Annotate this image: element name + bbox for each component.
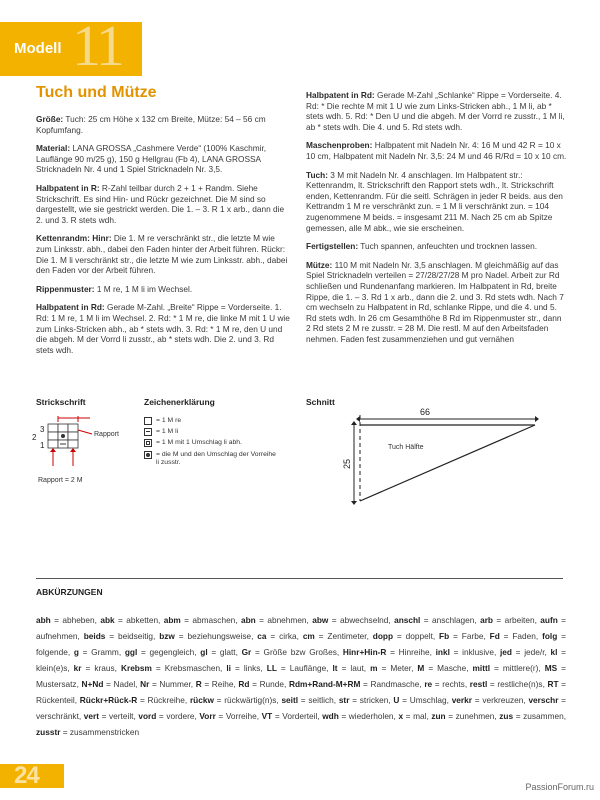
abbr-meaning: = jede/r, bbox=[511, 647, 551, 657]
abbr-meaning: = Vorreihe, bbox=[215, 711, 262, 721]
abbr-term: ggl bbox=[124, 647, 138, 657]
abbr-term: anschl bbox=[394, 615, 421, 625]
abbr-meaning: = abketten, bbox=[114, 615, 164, 625]
row-number-2: 2 bbox=[32, 433, 37, 442]
abbr-meaning: = Vorderteil, bbox=[272, 711, 323, 721]
rapport-label: Rapport bbox=[94, 431, 119, 438]
abbr-term: wdh bbox=[322, 711, 339, 721]
abbr-meaning: = abheben, bbox=[50, 615, 101, 625]
abbr-term: Vorr bbox=[199, 711, 216, 721]
abbr-term: MS bbox=[544, 663, 558, 673]
abbr-term: inkl bbox=[435, 647, 450, 657]
paragraph-muetze: Mütze: 110 M mit Nadeln Nr. 3,5 anschlagen. M gleichmäßig auf das Spiel Stricknadeln verteilen = 27/28/27/28 M pro Nadel. Arbeit zur Rd schließen und Rundenanfang markieren. Im Halbpatent in Rd, breite Rippe, die 1. – 3. Rd 1 x arb., dann die 2. und 3. Rd stets wdh. Nach 7 cm wechseln zu Halbpatent in Rd, schlanke Rippe, und die 4. und 5. Rd stets wdh. In 26 cm Gesamthöhe 8 Rd im Rippenmuster str., dann 2 Rd stets 2 M re zusstr. = 28 M. Die restl. M auf den Arbeitsfaden nehmen. Faden fest zusammenziehen und gut vernähen bbox=[306, 259, 564, 344]
paragraph-fertigstellen: Fertigstellen: Tuch spannen, anfeuchten und trocknen lassen. bbox=[306, 241, 538, 252]
abbr-term: cm bbox=[302, 631, 315, 641]
abbr-term: ca bbox=[257, 631, 267, 641]
abbr-term: beids bbox=[83, 631, 106, 641]
abbr-term: VT bbox=[261, 711, 273, 721]
paragraph-maschenproben: Maschenproben: Halbpatent mit Nadeln Nr. 4: 16 M und 42 R = 10 x 10 cm, Halbpatent mit Nadeln Nr. 3,5: 24 M und 46 R/Rd = 10 x 10 cm. bbox=[306, 140, 567, 161]
dash-square-icon bbox=[144, 428, 152, 436]
abbreviations-list bbox=[36, 612, 566, 740]
abbr-meaning: = folgende, bbox=[36, 631, 566, 657]
abbr-term: Rückr+Rück-R bbox=[79, 695, 138, 705]
abbr-meaning: = Meter, bbox=[377, 663, 418, 673]
abbr-term: g bbox=[73, 647, 79, 657]
abbr-term: m bbox=[370, 663, 378, 673]
abbr-meaning: = Reihe, bbox=[201, 679, 239, 689]
legend-heading: Zeichenerklärung bbox=[144, 397, 215, 407]
abbr-term: kl bbox=[550, 647, 558, 657]
abbr-meaning: = Masche, bbox=[424, 663, 473, 673]
abbr-term: verkr bbox=[451, 695, 472, 705]
left-column bbox=[36, 114, 290, 363]
abbr-term: R bbox=[195, 679, 202, 689]
abbr-meaning: = glatt, bbox=[207, 647, 242, 657]
abbr-meaning: = rückwärtig(n)s, bbox=[213, 695, 282, 705]
abbr-term: bzw bbox=[159, 631, 175, 641]
row-number-1: 1 bbox=[40, 441, 45, 450]
abbr-term: LL bbox=[266, 663, 277, 673]
abbr-meaning: = Zentimeter, bbox=[314, 631, 373, 641]
paragraph-halbpatent-rd-breit: Halbpatent in Rd: Gerade M-Zahl. „Breite“ Rippe = Vorderseite. 1. Rd: 1 M re, 1 M li im Wechsel. 2. Rd: * 1 M re, die linke M mit 1 U wie zum Links-Stricken abh., ab * stets wdh. 3. Rd: * 1 M re, den U und die abgeh. M der Vorrd li zusstr., ab * stets wdh. Die 2. und 3. Rd stets wdh. bbox=[36, 302, 290, 355]
abbr-term: aufn bbox=[540, 615, 558, 625]
section-divider bbox=[36, 578, 563, 579]
strickschrift-heading: Strickschrift bbox=[36, 397, 86, 407]
abbr-meaning: = Größe bzw Großes, bbox=[251, 647, 343, 657]
abbr-meaning: = restliche(n)s, bbox=[487, 679, 548, 689]
abbr-term: abk bbox=[100, 615, 115, 625]
schnitt-height-label: 25 bbox=[342, 458, 352, 469]
abbr-meaning: = klein(e)s, bbox=[36, 647, 566, 673]
filled-dot-square-icon bbox=[144, 451, 152, 459]
empty-square-icon bbox=[144, 417, 152, 425]
abbr-meaning: = inklusive, bbox=[449, 647, 500, 657]
abbr-meaning: = links, bbox=[231, 663, 267, 673]
abbr-term: rückw bbox=[189, 695, 214, 705]
abbr-meaning: = Randmasche, bbox=[360, 679, 425, 689]
abbr-term: str bbox=[338, 695, 350, 705]
abbr-term: zus bbox=[499, 711, 514, 721]
abbr-meaning: = doppelt, bbox=[393, 631, 440, 641]
abbr-meaning: = anschlagen, bbox=[420, 615, 481, 625]
slip-stitch-icon bbox=[144, 439, 152, 447]
abbr-term: zusstr bbox=[36, 727, 61, 737]
row-number-3: 3 bbox=[40, 425, 45, 434]
paragraph-kettenrandm: Kettenrandm: Hinr: Die 1. M re verschränkt str., die letzte M wie zum Linksstr. abh., dabei den Faden hinter der Arbeit führen. Rückr: Die 1. M li verschränkt str., die letzte M wie zum Linksstr. abh., dabei den Faden vor der Arbeit führen. bbox=[36, 233, 288, 276]
abbr-meaning: = Rückreihe, bbox=[137, 695, 190, 705]
abbr-meaning: = beidseitig, bbox=[105, 631, 160, 641]
abbr-meaning: = Hinreihe, bbox=[386, 647, 436, 657]
abbr-meaning: = Mustersatz, bbox=[36, 663, 566, 689]
abbr-meaning: = Umschlag, bbox=[399, 695, 452, 705]
abbr-term: lt bbox=[332, 663, 338, 673]
abbr-term: abw bbox=[312, 615, 329, 625]
schnitt-diagram bbox=[330, 405, 560, 515]
modell-label: Modell bbox=[14, 40, 62, 57]
abbr-term: Krebsm bbox=[120, 663, 152, 673]
paragraph-groesse: Größe: Tuch: 25 cm Höhe x 132 cm Breite, Mütze: 54 – 56 cm Kopfumfang. bbox=[36, 114, 266, 135]
abbr-term: li bbox=[226, 663, 231, 673]
abbr-term: abn bbox=[240, 615, 256, 625]
abbr-term: abm bbox=[163, 615, 181, 625]
schnitt-width-label: 66 bbox=[420, 407, 431, 417]
abbr-meaning: = Nadel, bbox=[103, 679, 141, 689]
abbr-meaning: = cirka, bbox=[266, 631, 303, 641]
chart-grid bbox=[48, 424, 78, 448]
abbr-term: dopp bbox=[372, 631, 394, 641]
abbr-term: gl bbox=[200, 647, 208, 657]
abbr-meaning: = beziehungsweise, bbox=[174, 631, 258, 641]
abbr-term: Gr bbox=[241, 647, 252, 657]
abbr-meaning: = wiederholen, bbox=[338, 711, 399, 721]
abbr-term: vert bbox=[83, 711, 100, 721]
abbr-meaning: = vordere, bbox=[156, 711, 200, 721]
right-column bbox=[306, 90, 568, 352]
abbr-term: abh bbox=[36, 615, 51, 625]
strickschrift-chart bbox=[30, 410, 150, 490]
abbr-meaning: = verteilt, bbox=[99, 711, 139, 721]
abbr-term: kr bbox=[73, 663, 82, 673]
abbr-meaning: = zunehmen, bbox=[445, 711, 500, 721]
abbr-meaning: = Rückenteil, bbox=[36, 679, 567, 705]
paragraph-tuch: Tuch: 3 M mit Nadeln Nr. 4 anschlagen. Im Halbpatent str.: Kettenrandm, lt. Strickschrift den Rapport stets wdh., lt. Strickschrift enden, Kettenrandm. Für die seitl. Schrägen in jeder R beids. aus den Kettrandm 1 M re verschränkt zun. = 1 M li verschränkt zun. = 104 zugenommene M beids. = insgesamt 211 M. Nach 25 cm ab Spitze gemessen, alle M abk., wie sie erscheinen. bbox=[306, 169, 563, 233]
abbr-term: Rdm+Rand-M+RM bbox=[288, 679, 361, 689]
abbr-meaning: = rechts, bbox=[432, 679, 470, 689]
schnitt-heading: Schnitt bbox=[306, 397, 335, 407]
abbr-meaning: = Krebsmaschen, bbox=[151, 663, 227, 673]
abbr-meaning: = verschränkt, bbox=[36, 695, 567, 721]
abbr-meaning: = gegengleich, bbox=[137, 647, 201, 657]
abbr-term: re bbox=[424, 679, 433, 689]
abbr-meaning: = Faden, bbox=[499, 631, 543, 641]
abbr-meaning: = abwechselnd, bbox=[328, 615, 395, 625]
abbr-meaning: = zusammen, bbox=[513, 711, 567, 721]
abbr-term: RT bbox=[547, 679, 559, 689]
abbr-meaning: = seitlich, bbox=[298, 695, 339, 705]
abbr-term: vord bbox=[138, 711, 157, 721]
paragraph-rippenmuster: Rippenmuster: 1 M re, 1 M li im Wechsel. bbox=[36, 283, 193, 294]
abbreviations-heading: ABKÜRZUNGEN bbox=[36, 587, 103, 597]
abbr-term: Rd bbox=[238, 679, 250, 689]
abbr-meaning: = Gramm, bbox=[78, 647, 125, 657]
abbr-term: folg bbox=[542, 631, 558, 641]
abbr-meaning: = Farbe, bbox=[449, 631, 490, 641]
abbr-term: x bbox=[398, 711, 404, 721]
page-title: Tuch und Mütze bbox=[36, 84, 157, 101]
abbr-meaning: = mittlere(r), bbox=[490, 663, 545, 673]
rapport-bottom-label: Rapport = 2 M bbox=[38, 477, 83, 484]
abbr-term: mittl bbox=[472, 663, 491, 673]
abbr-term: verschr bbox=[528, 695, 559, 705]
abbr-term: arb bbox=[480, 615, 494, 625]
abbr-meaning: = Nummer, bbox=[149, 679, 196, 689]
abbr-meaning: = Runde, bbox=[249, 679, 289, 689]
abbr-term: M bbox=[417, 663, 425, 673]
abbr-meaning: = abmaschen, bbox=[180, 615, 241, 625]
abbr-term: Nr bbox=[140, 679, 150, 689]
abbr-term: jed bbox=[499, 647, 512, 657]
abbr-term: seitl bbox=[281, 695, 299, 705]
abbr-term: Fb bbox=[439, 631, 450, 641]
paragraph-material: Material: LANA GROSSA „Cashmere Verde“ (100% Kaschmir, Lauflänge 90 m/25 g), 150 g Hellgrau (Fb 4), LANA GROSSA Stricknadeln Nr. 4 und 1 Spiel Stricknadeln Nr. 3,5. bbox=[36, 143, 267, 175]
abbr-meaning: = abnehmen, bbox=[255, 615, 313, 625]
watermark: PassionForum.ru bbox=[525, 782, 594, 792]
page-number: 24 bbox=[14, 762, 39, 789]
abbr-meaning: = mal, bbox=[403, 711, 432, 721]
abbr-meaning: = arbeiten, bbox=[493, 615, 541, 625]
schnitt-shape-label: Tuch Hälfte bbox=[388, 444, 424, 451]
abbr-term: N+Nd bbox=[81, 679, 104, 689]
abbr-term: U bbox=[393, 695, 400, 705]
modell-number: 11 bbox=[72, 13, 122, 78]
abbr-meaning: = stricken, bbox=[349, 695, 394, 705]
abbr-term: Fd bbox=[489, 631, 500, 641]
abbr-meaning: = verkreuzen, bbox=[472, 695, 529, 705]
abbr-term: restl bbox=[469, 679, 488, 689]
abbr-meaning: = kraus, bbox=[81, 663, 121, 673]
abbr-meaning: = Lauflänge, bbox=[276, 663, 333, 673]
abbr-meaning: = zusammenstricken bbox=[60, 727, 140, 737]
abbr-meaning: = laut, bbox=[337, 663, 371, 673]
abbr-meaning: = aufnehmen, bbox=[36, 615, 566, 641]
abbr-term: zun bbox=[431, 711, 446, 721]
paragraph-halbpatent-r: Halbpatent in R: R-Zahl teilbar durch 2 + 1 + Randm. Siehe Strickschrift. Es sind Hin- und Rückr gezeichnet. Die M sind so dargestellt, wie sie gestrickt werden. Die 1. – 3. R 1 x arb., dann die 2. und 3. R stets wdh. bbox=[36, 182, 285, 225]
paragraph-halbpatent-rd-schlank: Halbpatent in Rd: Gerade M-Zahl „Schlanke“ Rippe = Vorderseite. 4. Rd: * Die rechte M mit 1 U wie zum Links-Stricken abh., 1 M li, ab * stets wdh. 5. Rd: * Den U und die abgeh. M der Vorrd re zusstr., 1 M li, ab * stets wdh. Die 4. und 5. Rd stets wdh. bbox=[306, 90, 565, 132]
abbr-term: Hinr+Hin-R bbox=[342, 647, 387, 657]
